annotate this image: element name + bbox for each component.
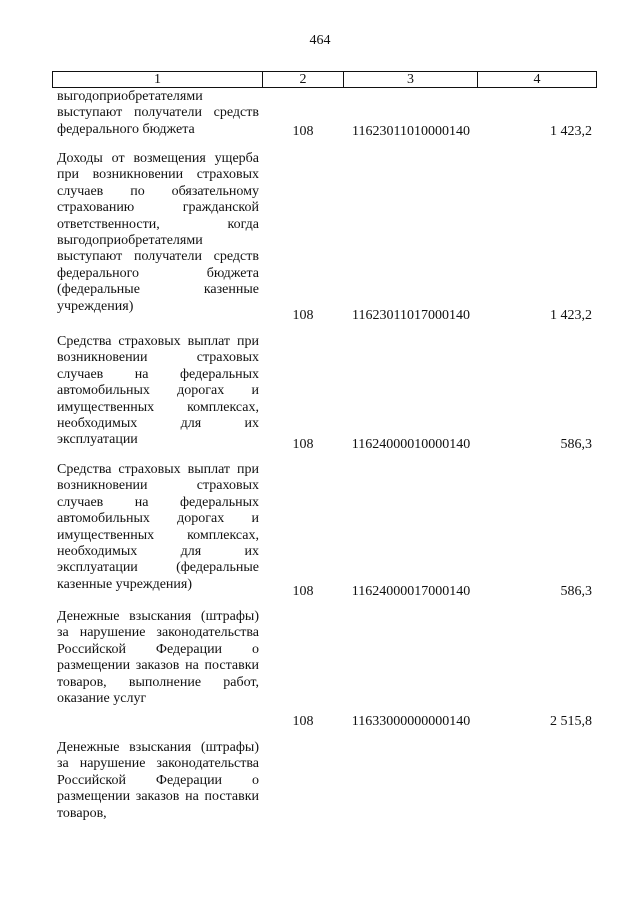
- row-col2: 108: [292, 584, 314, 599]
- header-col-2: 2: [263, 72, 344, 88]
- row-name: Денежные взыскания (штрафы) за нарушение законодательства Российской Федерации о размещении заказов на поставки товаров,: [57, 740, 259, 821]
- row-col2: 108: [292, 308, 314, 323]
- row-col2: 108: [292, 124, 314, 139]
- header-col-1: 1: [53, 72, 263, 88]
- row-col2: 108: [292, 714, 314, 729]
- row-col3: 11624000017000140: [351, 584, 471, 599]
- row-col3: 11633000000000140: [351, 714, 471, 729]
- row-col3: 11624000010000140: [351, 437, 471, 452]
- row-col4: 586,3: [560, 584, 592, 599]
- row-col3: 11623011010000140: [352, 124, 470, 139]
- row-name: Средства страховых выплат при возникновении страховых случаев на федеральных автомобильных дорогах и имущественных комплексах, необходимых для их эксплуатации: [57, 334, 259, 448]
- row-col4: 586,3: [560, 437, 592, 452]
- row-col4: 1 423,2: [550, 124, 592, 139]
- row-col3: 11623011017000140: [352, 308, 470, 323]
- row-name: Доходы от возмещения ущерба при возникновении страховых случаев по обязательному страхованию гражданской ответственности, когда выгодоприобретателями выступают получатели средств федерального бюджета (федеральные казенные учреждения): [57, 151, 259, 314]
- header-col-4: 4: [478, 72, 597, 88]
- row-name: Средства страховых выплат при возникновении страховых случаев на федеральных автомобильных дорогах и имущественных комплексах, необходимых для их эксплуатации (федеральные казенные учреждения): [57, 462, 259, 592]
- row-col2: 108: [292, 437, 314, 452]
- page-number: 464: [309, 33, 331, 48]
- row-col4: 2 515,8: [550, 714, 592, 729]
- header-col-3: 3: [344, 72, 478, 88]
- row-col4: 1 423,2: [550, 308, 592, 323]
- row-name: выгодоприобретателями выступают получатели средств федерального бюджета: [57, 89, 259, 137]
- row-name: Денежные взыскания (штрафы) за нарушение законодательства Российской Федерации о размещении заказов на поставки товаров, выполнение работ, оказание услуг: [57, 609, 259, 707]
